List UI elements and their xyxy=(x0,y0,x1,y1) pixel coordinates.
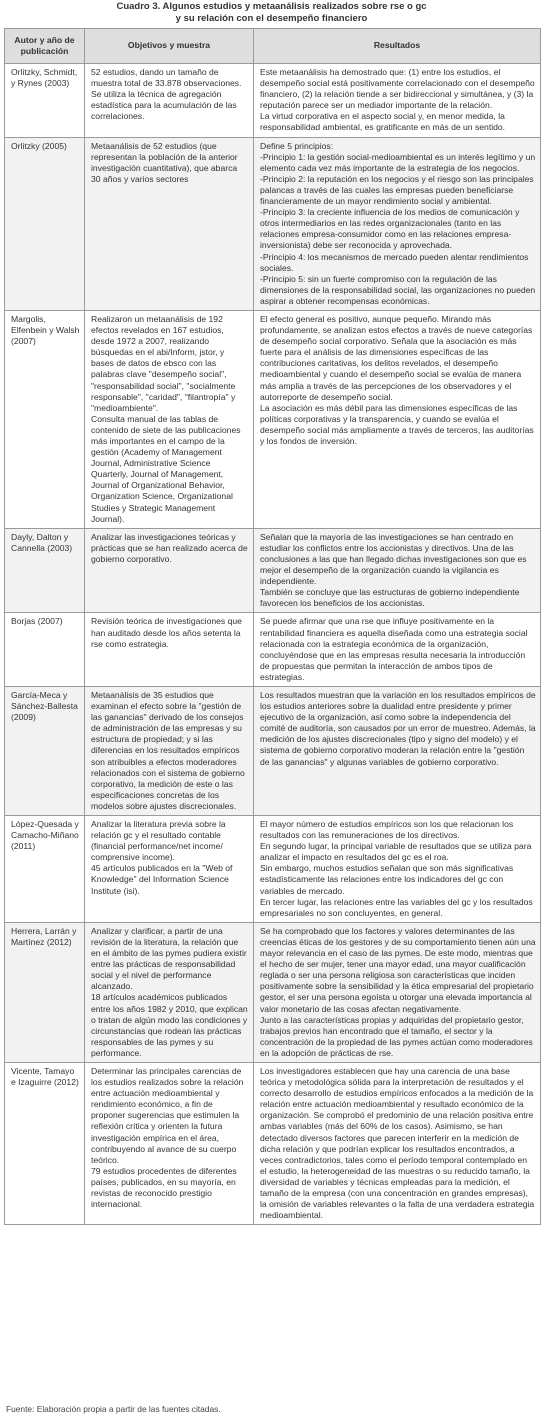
header-author: Autor y año de publicación xyxy=(5,29,85,64)
results-cell xyxy=(254,528,541,613)
objectives-paragraph: Metaanálisis de 52 estudios (que representan la población de la anterior investigación cuantitativa), que abarca 30 años y varios sectores xyxy=(91,140,238,184)
author-cell: Dayly, Dalton y Cannella (2003) xyxy=(5,528,85,613)
objectives-cell xyxy=(85,686,254,815)
results-cell xyxy=(254,613,541,687)
objectives-paragraph: Analizar la literatura previa sobre la relación gc y el resultado contable (financial performance/net income/ comprensive income). xyxy=(91,819,226,863)
results-paragraph: Los resultados muestran que la variación en los resultados empíricos de los estudios anteriores sobre la dualidad entre presidente y primer ejecutivo de la organización, así como sobre la independencia del comité de auditoría, son causados por un error de muestreo. Además, la medición de los ajustes discrecionales (tipo y signo del modelo) y el sistema de gobierno corporativo moderan la relación entre la "gestión de las ganancias" y algunas variables de gobierno corporativo. xyxy=(260,689,536,767)
table-row xyxy=(5,1062,541,1224)
results-cell xyxy=(254,922,541,1062)
objectives-cell xyxy=(85,528,254,613)
source-note: Fuente: Elaboración propia a partir de las fuentes citadas. xyxy=(6,1404,221,1414)
results-paragraph: Define 5 principios: xyxy=(260,140,334,151)
results-paragraph: Este metaanálisis ha demostrado que: (1) entre los estudios, el desempeño social está positivamente correlacionado con el desempeño financiero, (2) la relación tiende a ser bidireccional y simultánea, y (3) la reputación parece ser un mediador importante de la relación. xyxy=(260,67,535,111)
header-objectives: Objetivos y muestra xyxy=(85,29,254,64)
objectives-paragraph: Metaanálisis de 35 estudios que examinan el efecto sobre la "gestión de las ganancias" derivado de los consejos de administración de las empresas y su estructura de propiedad; y si las diferencias en los resultados empíricos son atribuibles a efectos moderadores relacionados con el sistema de gobierno corporativo, la medición de este o las especificaciones concretas de los modelos sobre ajustes discrecionales. xyxy=(91,689,245,811)
author-cell: Vicente, Tamayo e Izaguirre (2012) xyxy=(5,1062,85,1224)
table-row xyxy=(5,613,541,687)
author-cell: Herrera, Larrán y Martínez (2012) xyxy=(5,922,85,1062)
author-cell: Orlitzky (2005) xyxy=(5,137,85,310)
results-paragraph: -Principio 4: los mecanismos de mercado pueden alentar rendimientos sociales. xyxy=(260,251,529,273)
table-row xyxy=(5,528,541,613)
table-body xyxy=(5,64,541,1225)
objectives-cell xyxy=(85,64,254,138)
results-paragraph: Junto a las características propias y adquiridas del propietario gestor, trabajos previos han encontrado que el tamaño, el sector y la concentración de la propiedad de las pymes actúan como moderadores en la adopción de prácticas de rse. xyxy=(260,1014,533,1058)
results-paragraph: En segundo lugar, la principal variable de resultados que se utiliza para analizar el impacto en resultados del gc es el roa. xyxy=(260,841,532,863)
header-results: Resultados xyxy=(254,29,541,64)
objectives-paragraph: Se utiliza la técnica de agregación estadística para la acumulación de las correlaciones. xyxy=(91,89,237,122)
results-cell xyxy=(254,137,541,310)
results-paragraph: -Principio 2: la reputación en los negocios y el riesgo son las principales palancas a través de las cuales las empresas pueden beneficiarse financieramente de un mayor rendimiento social y ambiental. xyxy=(260,173,534,207)
table-caption xyxy=(0,0,543,25)
results-paragraph: Los investigadores establecen que hay una carencia de una base teórica y metodológica sólida para la interpretación de resultados y el correcto desarrollo de estudios empíricos enfocados a la medición de la relación entre actuación medioambiental y resultado económico de la organización. Se comprobó el predominio de una relación positiva entre ambas variables (más del 60% de los casos). Asimismo, se han detectado diversos factores que parecen interferir en la medición de dicha relación y que podrían explicar los resultados encontrados, a veces contradictorios, tales como el período temporal contemplado en el estudio, la heterogeneidad de las muestras o su reducido tamaño, la diversidad de variables y técnicas empleadas para la medición, el tamaño de la empresa (con una concentración en grandes empresas), la omisión de variables relevantes o la falta de una verdadera estrategia medioambiental. xyxy=(260,1065,535,1221)
results-cell xyxy=(254,310,541,528)
results-paragraph: -Principio 5: sin un fuerte compromiso con la regulación de las dimensiones de la responsabilidad social, las organizaciones no pueden aspirar a obtener recompensas económicas. xyxy=(260,273,536,306)
objectives-cell xyxy=(85,613,254,687)
author-cell: Orlitzky, Schmidt, y Rynes (2003) xyxy=(5,64,85,138)
author-cell: López-Quesada y Camacho-Miñano (2011) xyxy=(5,816,85,923)
objectives-cell xyxy=(85,922,254,1062)
results-paragraph: El mayor número de estudios empíricos son los que relacionan los resultados con las remuneraciones de los directivos. xyxy=(260,819,514,841)
results-paragraph: En tercer lugar, las relaciones entre las variables del gc y los resultados empresariales no son concluyentes, en general. xyxy=(260,896,533,918)
objectives-cell xyxy=(85,816,254,923)
results-cell xyxy=(254,686,541,815)
objectives-paragraph: 45 artículos publicados en la "Web of Knowledge" del Information Science Institute (isi). xyxy=(91,863,233,896)
results-paragraph: El efecto general es positivo, aunque pequeño. Mirando más profundamente, se analizan estos efectos a través de nueve categorías de desempeño social corporativo. Señala que la asociación es más fuerte para el análisis de las dimensiones específicas de las contribuciones caritativas, los delitos revelados, el desempeño medioambiental y cuando el desempeño social se evalúa de manera más amplia a través de las percepciones de los observadores y el autorreporte de desempeño social. xyxy=(260,313,533,402)
header-row xyxy=(5,29,541,64)
table-row xyxy=(5,922,541,1062)
objectives-cell xyxy=(85,137,254,310)
results-paragraph: Se ha comprobado que los factores y valores determinantes de las creencias éticas de los gestores y de su comportamiento tienen aún una mayor relevancia en el caso de las pymes. De este modo, mientras que el hecho de ser mujer, tener una mayor edad, una mayor cualificación reglada o ser una persona religiosa son características que inciden positivamente sobre la sensibilidad y la ética empresarial del propietario gestor, el ser una persona egoísta u otorgar una elevada importancia al valor monetario de las cosas afectan negativamente. xyxy=(260,925,536,1014)
table-row xyxy=(5,686,541,815)
objectives-paragraph: Determinar las principales carencias de los estudios realizados sobre la relación entre actuación medioambiental y rendimiento económico, a fin de proponer sugerencias que estimulen la reflexión crítica y orienten la futura investigación empírica en el área, contribuyendo al avance de su cuerpo teórico. xyxy=(91,1065,244,1165)
results-cell xyxy=(254,64,541,138)
results-paragraph: La asociación es más débil para las dimensiones específicas de las políticas corporativas y la transparencia, y cuando se evalúa el desempeño social más ampliamente a través de terceros, las auditorías y los fondos de inversión. xyxy=(260,402,534,446)
objectives-paragraph: 79 estudios procedentes de diferentes países, publicados, en su mayoría, en revistas de reconocido prestigio internacional. xyxy=(91,1165,237,1210)
results-paragraph: Señalan que la mayoría de las investigaciones se han centrado en estudiar los conflictos entre los accionistas y directivos. Una de las conclusiones a las que han llegado dichas investigaciones son que es mejor el desempeño de la organización cuando la vigilancia es independiente. xyxy=(260,531,527,587)
objectives-paragraph: Analizar y clarificar, a partir de una revisión de la literatura, la relación que en el ámbito de las pymes pudiera existir entre las prácticas de responsabilidad social y el nivel de performance alcanzado. xyxy=(91,925,247,992)
results-paragraph: -Principio 1: la gestión social-medioambiental es un interés legítimo y un elemento cada vez más importante de la estrategia de los negocios. xyxy=(260,151,536,173)
objectives-paragraph: Realizaron un metaanálisis de 192 efectos revelados en 167 estudios, desde 1972 a 2007, realizando búsquedas en el abi/Inform, jstor, y bases de datos de ebsco con las palabras clave "desempeño social", "responsabilidad social", "socialmente responsable", "caridad", "filantropía" y "medioambiente". xyxy=(91,313,236,413)
studies-table xyxy=(4,28,541,1225)
results-paragraph: Se puede afirmar que una rse que influye positivamente en la rentabilidad financiera es aquella diseñada como una estrategia social relacionada con la estrategia económica de la organización, concluyéndose que en las empresas resulta necesaria la introducción de propuestas que permitan la interacción de ambos tipos de estrategias. xyxy=(260,616,528,682)
objectives-paragraph: Consulta manual de las tablas de contenido de siete de las publicaciones más importantes en el campo de la gestión (Academy of Management Journal, Administrative Science Quarterly, Journal of Management, Journal of Organizational Behavior, Organization Science, Organizational Studies y Strategic Management Journal). xyxy=(91,413,241,524)
caption-line-2: y su relación con el desempeño financiero xyxy=(175,13,368,24)
table-row xyxy=(5,64,541,138)
author-cell: Margolis, Elfenbein y Walsh (2007) xyxy=(5,310,85,528)
objectives-paragraph: 18 artículos académicos publicados entre los años 1982 y 2010, que explican o tratan de algún modo las condiciones y circunstancias que rodean las prácticas responsables de las pymes y su performance. xyxy=(91,992,248,1058)
results-paragraph: La virtud corporativa en el aspecto social y, en menor medida, la responsabilidad ambiental, es gratificante en más de un sentido. xyxy=(260,111,506,133)
table-row xyxy=(5,816,541,923)
results-paragraph: También se concluye que las estructuras de gobierno independiente favorecen los beneficios de los accionistas. xyxy=(260,587,520,609)
caption-line-1: Cuadro 3. Algunos estudios y metaanálisis realizados sobre rse o gc xyxy=(116,1,427,12)
results-paragraph: -Principio 3: la creciente influencia de los medios de comunicación y otros intermediarios en las redes organizacionales (tanto en las relaciones empresa-consumidor como en las relaciones empresa-inversionista) debe ser reconocida y aprovechada. xyxy=(260,207,520,251)
objectives-paragraph: Analizar las investigaciones teóricas y prácticas que se han realizado acerca de gobierno corporativo. xyxy=(91,531,248,564)
results-paragraph: Sin embargo, muchos estudios señalan que son más significativas estadísticamente las relaciones entre los indicadores del gc con variables de mercado. xyxy=(260,863,514,896)
objectives-paragraph: Revisión teórica de investigaciones que han auditado desde los años setenta la rse como estrategia. xyxy=(91,616,242,649)
objectives-cell xyxy=(85,310,254,528)
objectives-cell xyxy=(85,1062,254,1224)
results-cell xyxy=(254,816,541,923)
author-cell: Borjas (2007) xyxy=(5,613,85,687)
table-row xyxy=(5,310,541,528)
objectives-paragraph: 52 estudios, dando un tamaño de muestra total de 33.878 observaciones. xyxy=(91,67,242,89)
author-cell: García-Meca y Sánchez-Ballesta (2009) xyxy=(5,686,85,815)
results-cell xyxy=(254,1062,541,1224)
table-row xyxy=(5,137,541,310)
